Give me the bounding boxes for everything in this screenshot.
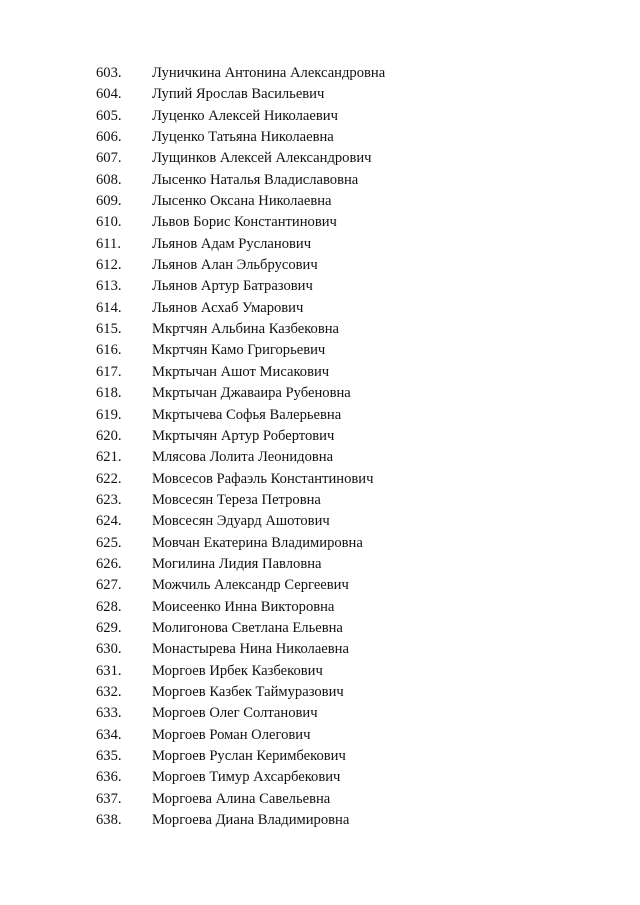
entry-name: Монастырева Нина Николаевна (152, 641, 349, 658)
entry-name: Мкртычева Софья Валерьевна (152, 406, 342, 423)
entry-name: Львов Борис Константинович (152, 214, 337, 231)
entry-number: 637. (96, 790, 122, 807)
list-item (0, 148, 640, 169)
entry-number: 618. (96, 385, 122, 402)
list-item (0, 597, 640, 618)
entry-name: Моргоев Роман Олегович (152, 726, 311, 743)
list-item (0, 554, 640, 575)
entry-name: Моргоев Руслан Керимбекович (152, 748, 346, 764)
entry-number: 625. (96, 534, 122, 551)
entry-number: 629. (96, 619, 122, 636)
entry-number: 627. (96, 577, 122, 594)
entry-name: Лущинков Алексей Александрович (152, 150, 372, 167)
entry-name: Льянов Алан Эльбрусович (152, 257, 318, 274)
entry-name: Мовчан Екатерина Владимировна (152, 534, 363, 551)
entry-name: Луценко Татьяна Николаевна (152, 129, 334, 146)
entry-name: Луценко Алексей Николаевич (152, 107, 338, 124)
entry-name: Мкртчян Альбина Казбековна (152, 321, 340, 338)
list-item (0, 725, 640, 746)
entry-number: 619. (96, 406, 122, 423)
list-item (0, 63, 640, 84)
list-item (0, 575, 640, 596)
list-item (0, 533, 640, 554)
entry-name: Лупий Ярослав Васильевич (152, 86, 325, 103)
entry-number: 638. (96, 812, 122, 829)
list-item (0, 383, 640, 404)
entry-number: 630. (96, 641, 122, 658)
entry-name: Луничкина Антонина Александровна (152, 65, 386, 81)
entry-name: Лысенко Наталья Владиславовна (152, 171, 359, 188)
entry-number: 608. (96, 171, 122, 188)
list-item (0, 810, 640, 831)
entry-number: 606. (96, 129, 122, 146)
list-item (0, 127, 640, 148)
entry-name: Льянов Адам Русланович (152, 235, 312, 252)
entry-number: 603. (96, 65, 122, 81)
list-item (0, 703, 640, 724)
entry-name: Моисеенко Инна Викторовна (152, 598, 335, 615)
entry-number: 607. (96, 150, 122, 167)
entry-number: 611. (96, 235, 121, 252)
list-item (0, 362, 640, 383)
list-item (0, 340, 640, 361)
list-item (0, 298, 640, 319)
entry-name: Млясова Лолита Леонидовна (152, 449, 334, 466)
entry-number: 604. (96, 86, 122, 103)
entry-number: 612. (96, 257, 122, 274)
entry-number: 634. (96, 726, 122, 743)
entry-number: 628. (96, 598, 122, 615)
entry-number: 632. (96, 683, 122, 700)
entry-name: Мкртчян Камо Григорьевич (152, 342, 326, 359)
list-item (0, 746, 640, 767)
entry-name: Моргоева Диана Владимировна (152, 812, 350, 829)
entry-name: Мкртычан Ашот Мисакович (152, 363, 330, 380)
entry-name: Лысенко Оксана Николаевна (152, 193, 332, 210)
entry-number: 617. (96, 363, 122, 380)
entry-number: 605. (96, 107, 122, 124)
entry-number: 613. (96, 278, 122, 295)
entry-number: 631. (96, 662, 122, 679)
entry-name: Моргоев Казбек Таймуразович (152, 683, 344, 700)
list-item (0, 789, 640, 810)
entry-number: 621. (96, 449, 122, 466)
entry-number: 624. (96, 513, 122, 530)
entry-number: 622. (96, 470, 122, 487)
entry-name: Льянов Асхаб Умарович (152, 299, 304, 316)
list-item (0, 469, 640, 490)
entry-name: Моргоев Олег Солтанович (152, 705, 318, 722)
list-item (0, 84, 640, 105)
entry-name: Моргоев Тимур Ахсарбекович (152, 769, 341, 786)
entry-number: 623. (96, 491, 122, 508)
entry-number: 609. (96, 193, 122, 210)
list-item (0, 234, 640, 255)
entry-name: Моргоева Алина Савельевна (152, 790, 331, 807)
name-list (0, 63, 640, 831)
entry-name: Мовсесян Тереза Петровна (152, 491, 321, 508)
list-item (0, 661, 640, 682)
entry-number: 633. (96, 705, 122, 722)
list-item (0, 191, 640, 212)
entry-number: 610. (96, 214, 122, 231)
entry-name: Могилина Лидия Павловна (152, 555, 322, 572)
entry-name: Мкртычан Джаваира Рубеновна (152, 385, 351, 402)
list-item (0, 426, 640, 447)
entry-number: 620. (96, 427, 122, 444)
list-item (0, 319, 640, 340)
list-item (0, 447, 640, 468)
entry-name: Молигонова Светлана Ельевна (152, 619, 343, 636)
list-item (0, 639, 640, 660)
list-item (0, 212, 640, 233)
entry-number: 615. (96, 321, 122, 338)
entry-name: Моргоев Ирбек Казбекович (152, 662, 323, 679)
list-item (0, 106, 640, 127)
entry-number: 636. (96, 769, 122, 786)
entry-name: Мкртычян Артур Робертович (152, 427, 335, 444)
list-item (0, 405, 640, 426)
entry-number: 616. (96, 342, 122, 359)
entry-name: Мовсесян Эдуард Ашотович (152, 513, 330, 530)
entry-number: 614. (96, 299, 122, 316)
list-item (0, 490, 640, 511)
list-item (0, 276, 640, 297)
entry-number: 635. (96, 748, 122, 764)
entry-name: Можчиль Александр Сергеевич (152, 577, 349, 594)
list-item (0, 618, 640, 639)
list-item (0, 682, 640, 703)
list-item (0, 170, 640, 191)
entry-name: Льянов Артур Батразович (152, 278, 313, 295)
list-item (0, 767, 640, 788)
entry-number: 626. (96, 555, 122, 572)
entry-name: Мовсесов Рафаэль Константинович (152, 470, 374, 487)
list-item (0, 511, 640, 532)
list-item (0, 255, 640, 276)
